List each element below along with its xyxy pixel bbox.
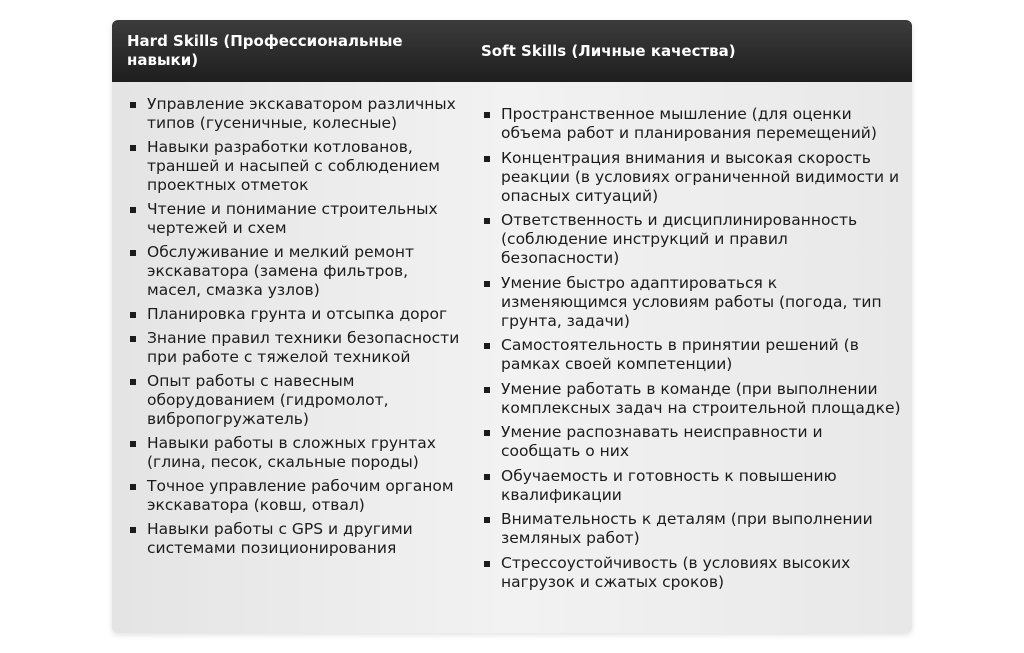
list-item: Внимательность к деталям (при выполнении земляных работ): [501, 510, 903, 548]
list-item: Опыт работы с навесным оборудованием (гидромолот, вибропогружатель): [147, 372, 467, 429]
list-item: Планировка грунта и отсыпка дорог: [147, 305, 467, 324]
list-item: Навыки работы в сложных грунтах (глина, песок, скальные породы): [147, 434, 467, 472]
skills-table: [112, 20, 912, 633]
list-item: Навыки работы с GPS и другими системами позиционирования: [147, 520, 467, 558]
hard-skills-header: Hard Skills (Профессиональные навыки): [127, 32, 403, 69]
table-header: [112, 20, 912, 82]
list-item: Ответственность и дисциплинированность (соблюдение инструкций и правил безопасности): [501, 211, 903, 268]
list-item: Управление экскаватором различных типов (гусеничные, колесные): [147, 95, 467, 133]
list-item: Умение быстро адаптироваться к изменяющимся условиям работы (погода, тип грунта, задачи): [501, 274, 903, 331]
list-item: Концентрация внимания и высокая скорость реакции (в условиях ограниченной видимости и опасных ситуаций): [501, 149, 903, 206]
list-item: Обслуживание и мелкий ремонт экскаватора (замена фильтров, масел, смазка узлов): [147, 243, 467, 300]
list-item: Знание правил техники безопасности при работе с тяжелой техникой: [147, 329, 467, 367]
list-item: Умение распознавать неисправности и сообщать о них: [501, 423, 903, 461]
hard-skills-list: [147, 95, 467, 563]
soft-skills-list: [501, 105, 903, 597]
list-item: Чтение и понимание строительных чертежей и схем: [147, 200, 467, 238]
list-item: Пространственное мышление (для оценки объема работ и планирования перемещений): [501, 105, 903, 143]
list-item: Обучаемость и готовность к повышению квалификации: [501, 467, 903, 505]
list-item: Умение работать в команде (при выполнении комплексных задач на строительной площадке): [501, 380, 903, 418]
list-item: Стрессоустойчивость (в условиях высоких нагрузок и сжатых сроков): [501, 554, 903, 592]
list-item: Самостоятельность в принятии решений (в рамках своей компетенции): [501, 336, 903, 374]
list-item: Точное управление рабочим органом экскаватора (ковш, отвал): [147, 477, 467, 515]
soft-skills-header: Soft Skills (Личные качества): [481, 41, 736, 60]
list-item: Навыки разработки котлованов, траншей и насыпей с соблюдением проектных отметок: [147, 138, 467, 195]
